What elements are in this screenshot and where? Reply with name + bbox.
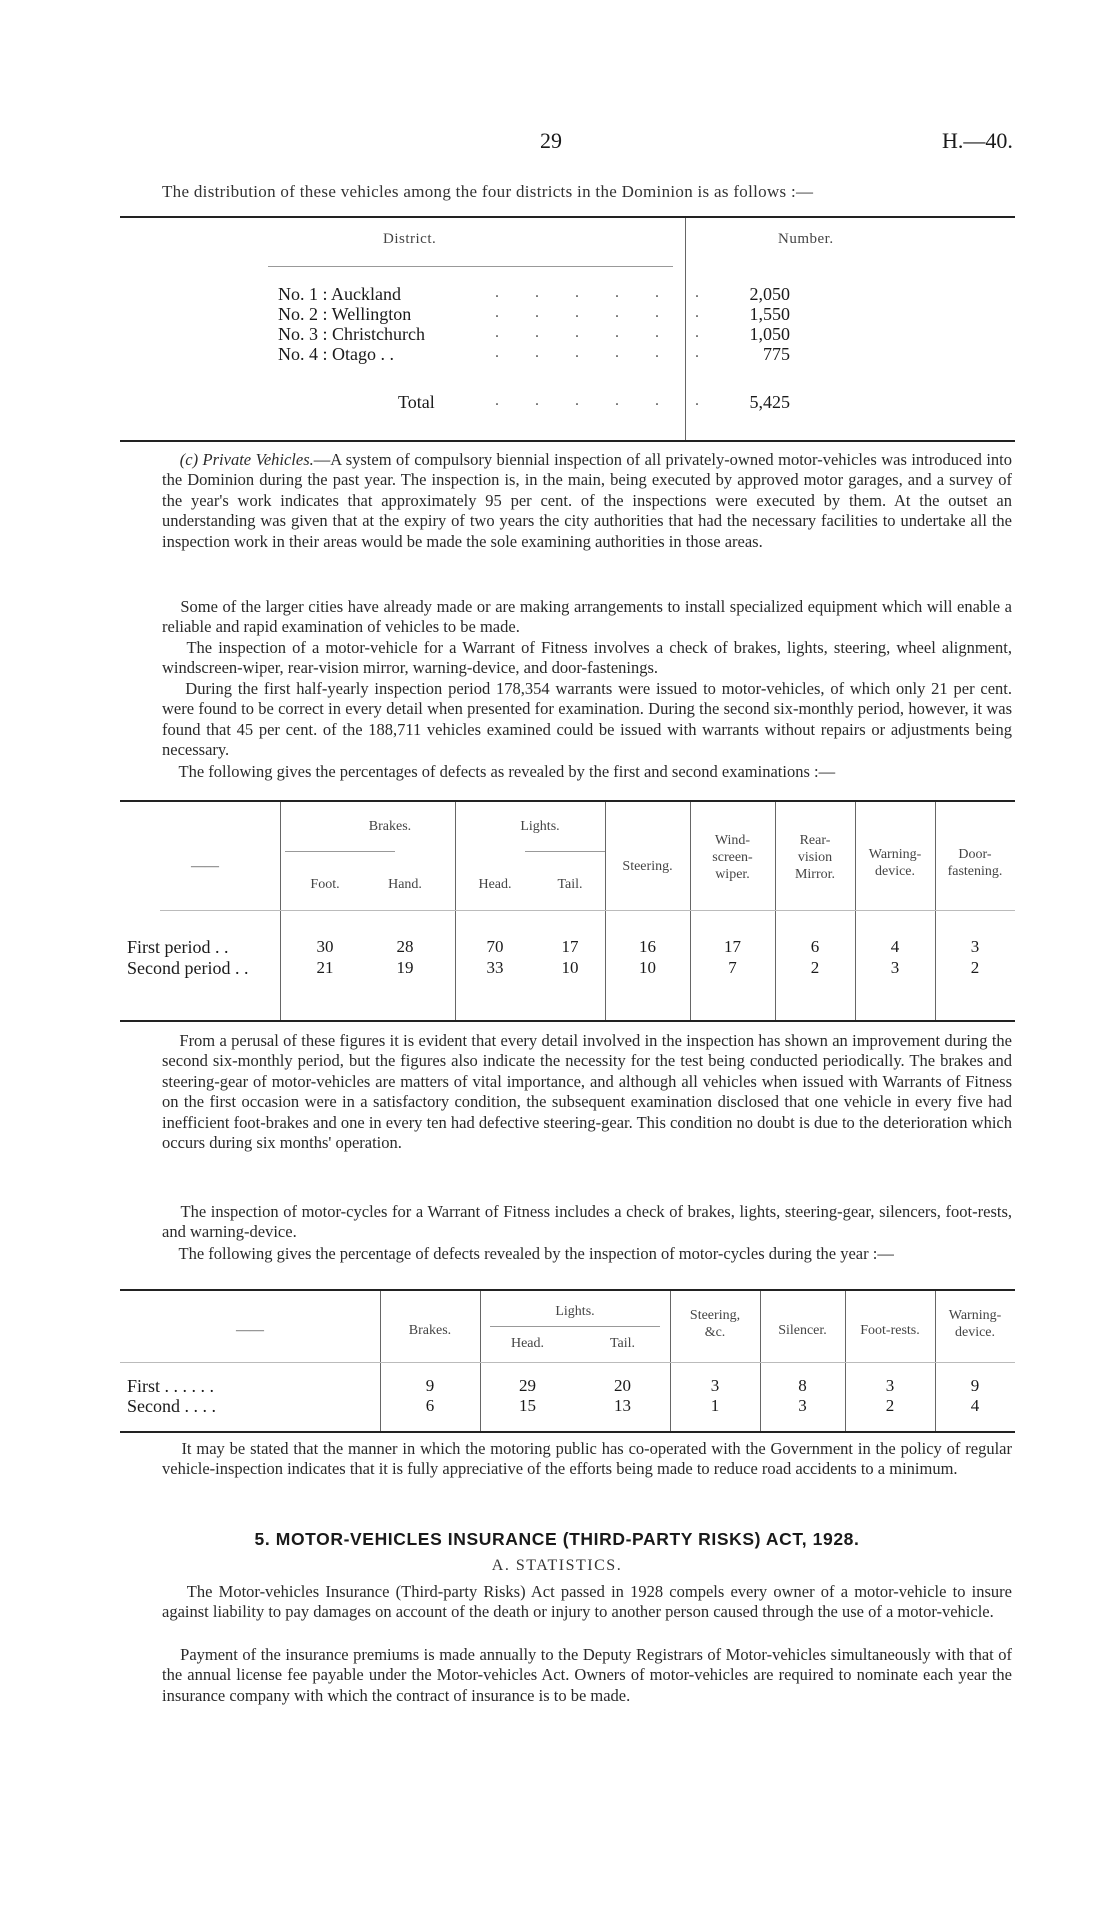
paragraph [162,1031,1012,1153]
cell-value: 6 [425,1396,435,1415]
row-header-placeholder: —— [236,1323,264,1338]
cell-value: 3 [885,1376,895,1395]
col-header-windscreen-wiper: Wind- screen- wiper. [712,833,753,882]
col-header-head: Head. [478,877,512,892]
col-header-rear-vision-mirror: Rear- vision Mirror. [794,833,836,882]
leader-dots: . . . . . . [495,324,715,341]
paragraph-text: —A system of compulsory biennial inspection of all privately-owned motor-vehicles was introduced into the Dominion during the past year. The inspection is, in the main, being executed by approved motor garages, and a survey of the year's work indicates that approximately 95 per cent. of the inspections were executed by them. At the outset an understanding was given that at the expiry of two years the city authorities that had the necessary facilities to undertake all the inspection work in their areas would be made the sole examining authorities in those areas. [162,450,1012,551]
row-label-first: First . . . . . . [127,1376,215,1396]
col-header-tail: Tail. [609,1336,636,1351]
table-rule [120,1289,1015,1291]
leader-dots: . . . . . . [495,284,715,301]
cell-value: 15 [519,1396,536,1415]
district-row-label: No. 2 : Wellington [278,304,412,324]
header-rule [490,1326,660,1327]
paragraph [162,762,1012,782]
cell-value: 33 [486,958,504,977]
paragraph-text: The inspection of motor-cycles for a Warrant of Fitness includes a check of brakes, lights, steering-gear, silencers, foot-rests, and warning-device. [162,1202,1013,1242]
paragraph [162,679,1012,761]
closing-paragraph [162,1439,1012,1480]
paragraph [162,1244,1012,1264]
leader-dots: . . . . . . [495,392,715,409]
table-rule [120,1020,1015,1022]
col-header-door-fastening: Door- fastening. [947,847,1003,879]
cell-value: 28 [396,937,414,956]
row-header-placeholder: —— [191,859,219,874]
section-subtitle: A. STATISTICS. [491,1557,623,1574]
col-header-brakes: Brakes. [408,1323,452,1338]
cell-value: 13 [614,1396,631,1415]
paragraph-text: Some of the larger cities have already made or are making arrangements to install specialized equipment which will enable a reliable and rapid examination of vehicles to be made. [162,597,1012,637]
col-header-steering: Steering. [622,859,673,874]
cell-value: 21 [316,958,334,977]
table-rule [120,1431,1015,1433]
col-header-steering: Steering, &c. [689,1308,741,1340]
district-row-label: No. 4 : Otago . . [278,344,394,364]
paragraph-text: The following gives the percentages of defects as revealed by the first and second examinations :— [178,762,836,781]
section-title: 5. MOTOR-VEHICLES INSURANCE (THIRD-PARTY RISKS) ACT, 1928. [254,1529,860,1549]
col-header-number: Number. [778,231,834,247]
cell-value: 9 [970,1376,980,1395]
cell-value: 8 [798,1376,807,1395]
document-reference: H.—40. [942,128,1013,153]
cell-value: 70 [486,937,504,956]
paragraph-text: The following gives the percentage of defects revealed by the inspection of motor-cycles during the year :— [178,1244,894,1263]
col-group-lights: Lights. [520,819,560,834]
paragraph-text: The inspection of a motor-vehicle for a Warrant of Fitness involves a check of brakes, lights, steering, wheel alignment, windscreen-wiper, rear-vision mirror, warning-device, and door-fastenings. [162,638,1012,678]
cell-value: 2 [810,958,820,977]
table-rule [120,800,1015,802]
table-rule [120,216,1015,218]
cell-value: 9 [425,1376,435,1395]
header-rule [525,851,605,852]
cell-value: 3 [890,958,900,977]
cell-value: 3 [970,937,980,956]
private-vehicles-paragraph [162,450,1012,552]
cell-value: 4 [890,937,900,956]
cell-value: 3 [710,1376,720,1395]
cell-value: 7 [728,958,737,977]
cell-value: 10 [639,958,656,977]
cell-value: 19 [396,958,414,977]
district-row-label: No. 1 : Auckland [278,284,401,304]
total-label: Total [398,392,435,412]
paragraph [162,1582,1012,1623]
row-label-first-period: First period . . [127,937,229,957]
table-divider [280,802,281,1020]
cell-value: 17 [724,937,741,956]
col-header-hand: Hand. [388,877,422,892]
district-row-label: No. 3 : Christchurch [278,324,425,344]
paragraph-text: It may be stated that the manner in which the motoring public has co-operated with the Government in the policy of regular vehicle-inspection indicates that it is fully appreciative of the efforts being made to reduce road accidents to a minimum. [162,1439,1012,1479]
cell-value: 29 [519,1376,536,1395]
header-rule [120,1362,1015,1363]
private-vehicles-lead: (c) Private Vehicles. [179,450,314,469]
paragraph [162,597,1012,638]
paragraph [162,1202,1012,1243]
paragraph [162,1645,1012,1706]
col-header-warning-device: Warning- device. [868,847,922,879]
cell-value: 2 [885,1396,895,1415]
cell-value: 6 [810,937,820,956]
cell-value: 3 [798,1396,807,1415]
district-row-value: 775 [763,344,790,364]
row-label-second-period: Second period . . [127,958,249,978]
cell-value: 4 [970,1396,980,1415]
cell-value: 2 [970,958,980,977]
leader-dots: . . . . . . [495,304,715,321]
col-header-foot-rests: Foot-rests. [860,1323,920,1338]
col-header-silencer: Silencer. [778,1323,827,1338]
paragraph-text: Payment of the insurance premiums is made annually to the Deputy Registrars of Motor-vehicles simultaneously with that of the annual license fee payable under the Motor-vehicles Act. Owners of motor-vehicles are required to nominate each year the insurance company with which the contract of insurance is to be made. [162,1645,1013,1705]
paragraph-text: The Motor-vehicles Insurance (Third-party Risks) Act passed in 1928 compels every owner of a motor-vehicle to insure against liability to pay damages on account of the death or injury to another person caused through the use of a motor-vehicle. [162,1582,1012,1622]
col-header-foot: Foot. [310,877,340,892]
leader-dots: . . . . . . [495,344,715,361]
paragraph-text: During the first half-yearly inspection period 178,354 warrants were issued to motor-vehicles, of which only 21 per cent. were found to be correct in every detail when presented for examination. During the second six-monthly period, however, it was found that 45 per cent. of the 188,711 vehicles examined could be issued with warrants without repairs or adjustments being necessary. [162,679,1013,760]
page-number: 29 [540,128,562,153]
col-group-brakes: Brakes. [368,819,412,834]
cell-value: 17 [561,937,579,956]
district-row-value: 2,050 [749,284,790,304]
col-header-tail: Tail. [557,877,583,892]
table-rule [120,440,1015,442]
col-group-lights: Lights. [555,1304,595,1319]
paragraph-text: From a perusal of these figures it is evident that every detail involved in the inspection has shown an improvement during the second six-monthly period, but the figures also indicate the necessity for the test being conducted periodically. The brakes and steering-gear of motor-vehicles are matters of vital importance, and although all vehicles when issued with Warrants of Fitness on the first occasion were in a satisfactory condition, the subsequent examination disclosed that one vehicle in every five had inefficient foot-brakes and one in every ten had defective steering-gear. This condition no doubt is due to the deterioration which occurs during six months' operation. [162,1031,1013,1153]
table-divider [935,802,936,1020]
row-label-second: Second . . . . [127,1396,216,1416]
header-rule [160,910,1015,911]
cell-value: 1 [710,1396,720,1415]
table-divider [855,802,856,1020]
paragraph [162,638,1012,679]
col-header-head: Head. [510,1336,545,1351]
intro-sentence: The distribution of these vehicles among the four districts in the Dominion is as follows :— [162,182,814,201]
district-row-value: 1,550 [749,304,790,324]
cell-value: 16 [639,937,656,956]
col-header-warning-device: Warning- device. [948,1308,1002,1340]
cell-value: 30 [316,937,334,956]
district-row-value: 1,050 [749,324,790,344]
table-divider [605,802,606,1020]
header-rule [285,851,395,852]
cell-value: 20 [614,1376,631,1395]
col-header-district: District. [383,231,437,247]
cell-value: 10 [561,958,579,977]
header-rule [268,266,673,267]
total-value: 5,425 [749,392,790,412]
